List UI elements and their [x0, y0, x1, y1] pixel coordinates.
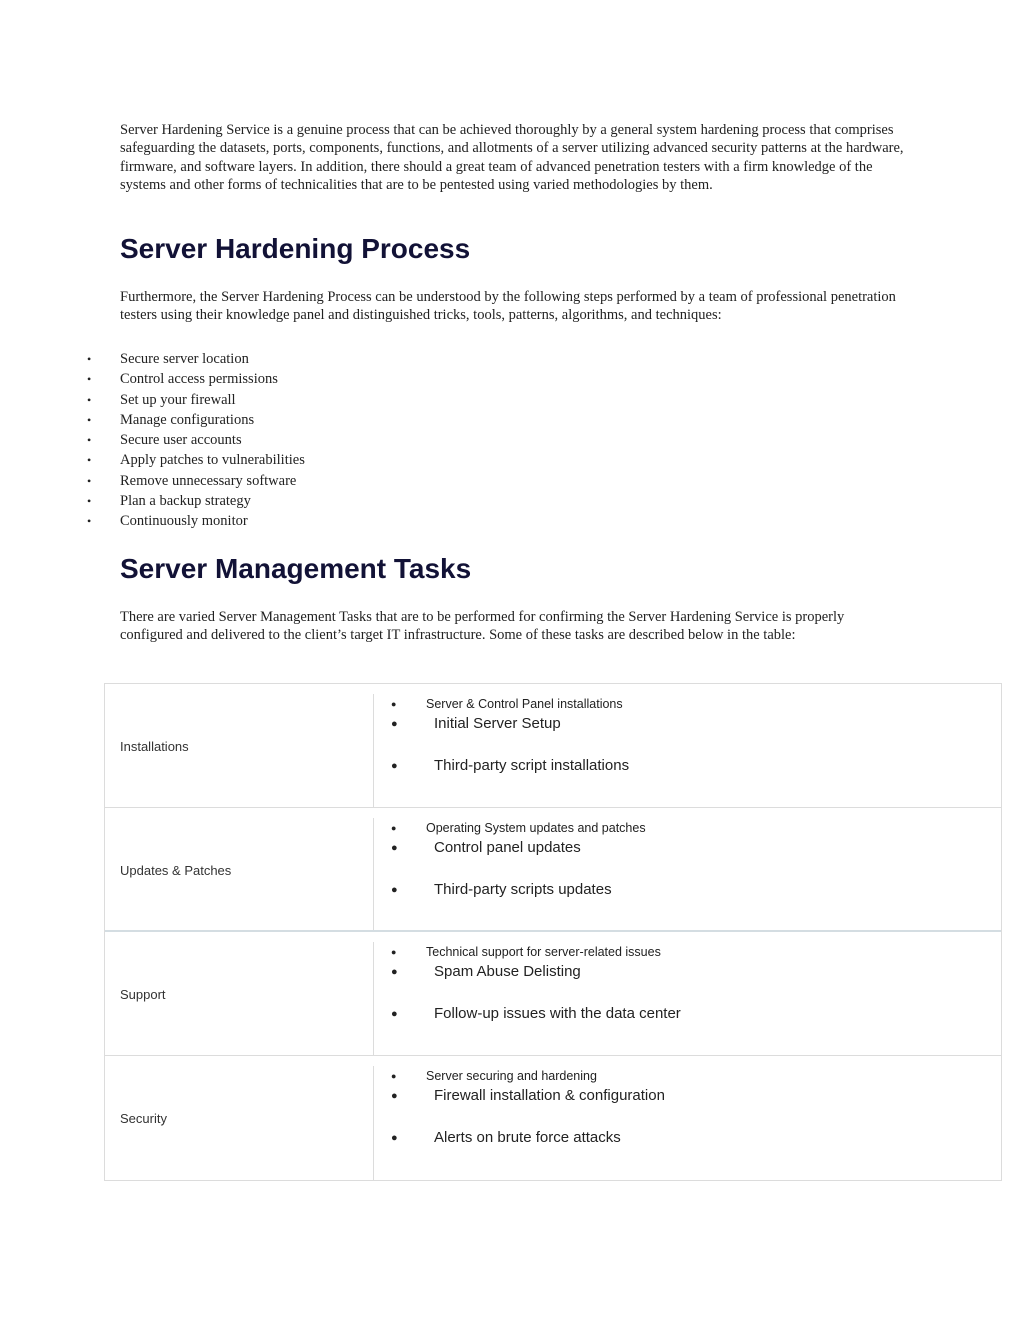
bullet-icon: •: [87, 372, 92, 387]
step-label: Apply patches to vulnerabilities: [120, 452, 305, 469]
category-cell: Installations: [120, 738, 189, 754]
process-paragraph: Furthermore, the Server Hardening Process can be understood by the following steps performed by a team of professional penetration testers using their knowledge panel and distinguished tricks, tools, patterns, algorithms, and techniques:: [120, 289, 896, 324]
bullet-icon: •: [87, 493, 92, 508]
bullet-icon: ●: [391, 1132, 398, 1144]
bullet-icon: ●: [391, 760, 398, 772]
bullet-icon: •: [87, 412, 92, 427]
tasks-cell: ● Operating System updates and patches ● Control panel updates ● Third-party scripts updates: [391, 821, 646, 898]
table-row: [105, 932, 1001, 1056]
management-paragraph: There are varied Server Management Tasks that are to be performed for confirming the Server Hardening Service is properly configured and delivered to the client’s target IT infrastructure. Some of these tasks are described below in the table:: [120, 609, 845, 644]
step-label: Plan a backup strategy: [120, 492, 251, 509]
step-label: Manage configurations: [120, 411, 255, 428]
step-label: Remove unnecessary software: [120, 472, 297, 489]
bullet-icon: ●: [391, 947, 397, 957]
bullet-icon: ●: [391, 842, 398, 854]
category-cell: Support: [120, 986, 166, 1002]
step-label: Secure server location: [120, 351, 249, 367]
bullet-icon: ●: [391, 1071, 397, 1081]
bullet-icon: ●: [391, 1090, 398, 1102]
step-label: Secure user accounts: [120, 432, 242, 448]
bullet-icon: •: [87, 514, 92, 528]
bullet-icon: •: [87, 453, 92, 468]
management-tasks-table: [104, 683, 1002, 1181]
tasks-cell: ● Technical support for server-related issues ● Spam Abuse Delisting ● Follow-up issues with the data center: [391, 945, 681, 1022]
process-heading: Server Hardening Process: [120, 233, 471, 264]
bullet-icon: ●: [391, 884, 398, 896]
bullet-icon: ●: [391, 823, 397, 833]
table-row: [105, 684, 1001, 808]
intro-paragraph: Server Hardening Service is a genuine process that can be achieved thoroughly by a general system hardening process that comprises safeguarding the datasets, ports, components, functions, and allotments of a server utilizing advanced security patterns at the hardware, firmware, and software layers. In addition, there should a great team of advanced penetration testers with a firm knowledge of the systems and other forms of technicalities that are to be pentested using varied methodologies by them.: [120, 122, 904, 193]
category-cell: Security: [120, 1110, 167, 1126]
tasks-cell: ● Server & Control Panel installations ● Initial Server Setup ● Third-party script installations: [391, 697, 630, 774]
category-cell: Updates & Patches: [120, 862, 232, 878]
management-heading: Server Management Tasks: [120, 553, 472, 584]
step-label: Set up your firewall: [120, 391, 236, 408]
table-row: [105, 1056, 1001, 1180]
bullet-icon: •: [87, 352, 92, 366]
bullet-icon: ●: [391, 718, 398, 730]
step-label: Control access permissions: [120, 371, 278, 388]
tasks-cell: ● Server securing and hardening ● Firewall installation & configuration ● Alerts on brute force attacks: [391, 1069, 665, 1146]
step-label: Continuously monitor: [120, 513, 248, 529]
bullet-icon: •: [87, 473, 92, 488]
bullet-icon: ●: [391, 1008, 398, 1020]
bullet-icon: ●: [391, 699, 397, 709]
table-row: [105, 808, 1001, 932]
bullet-icon: •: [87, 433, 92, 447]
bullet-icon: •: [87, 392, 92, 407]
bullet-icon: ●: [391, 966, 398, 978]
